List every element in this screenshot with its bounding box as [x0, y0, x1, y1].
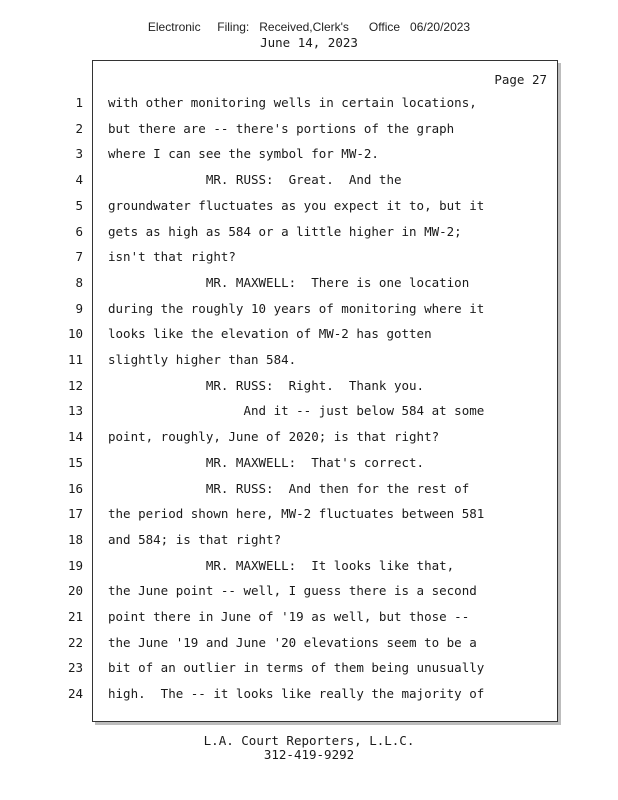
line-number: 23 — [67, 660, 83, 676]
line-text: during the roughly 10 years of monitoring where it — [108, 300, 485, 316]
line-text: MR. MAXWELL: There is one location — [108, 274, 470, 290]
line-number: 4 — [75, 172, 83, 188]
line-number: 11 — [67, 352, 83, 367]
line-number: 20 — [67, 583, 83, 599]
line-number: 1 — [75, 95, 83, 110]
line-number: 10 — [67, 326, 83, 342]
line-text: looks like the elevation of MW-2 has gotten — [108, 326, 432, 342]
transcript-line — [0, 347, 618, 372]
line-text: MR. MAXWELL: That's correct. — [108, 454, 425, 470]
line-number: 3 — [75, 146, 83, 162]
transcript-date: June 14, 2023 — [260, 35, 358, 50]
line-number: 16 — [67, 480, 83, 496]
transcript-line — [0, 476, 618, 501]
line-number: 7 — [75, 249, 83, 265]
line-number: 15 — [67, 454, 83, 470]
line-text: MR. RUSS: Right. Thank you. — [108, 377, 425, 393]
line-number: 9 — [75, 300, 83, 316]
line-text: MR. RUSS: Great. And the — [108, 172, 402, 188]
transcript-line — [0, 681, 618, 706]
transcript-line — [0, 424, 618, 449]
line-text: where I can see the symbol for MW-2. — [108, 146, 379, 162]
line-number: 5 — [75, 197, 83, 213]
line-number: 21 — [67, 609, 83, 624]
line-text: the June point -- well, I guess there is a second — [108, 583, 477, 599]
line-text: the period shown here, MW-2 fluctuates between 581 — [108, 506, 485, 522]
line-number: 6 — [75, 223, 83, 239]
line-text: and 584; is that right? — [108, 531, 282, 547]
page-number: Page 27 — [494, 72, 547, 87]
transcript-line — [0, 501, 618, 526]
line-text: high. The -- it looks like really the majority of — [108, 686, 485, 702]
footer-phone: 312-419-9292 — [263, 747, 355, 762]
footer-company: L.A. Court Reporters, L.L.C. — [203, 733, 415, 748]
line-number: 2 — [75, 120, 83, 136]
line-text: point, roughly, June of 2020; is that right? — [108, 429, 440, 445]
line-number: 12 — [67, 377, 83, 393]
transcript-line — [0, 167, 618, 192]
line-text: MR. MAXWELL: It looks like that, — [108, 557, 455, 573]
line-number: 14 — [67, 429, 83, 445]
line-text: gets as high as 584 or a little higher in MW-2; — [108, 223, 462, 239]
transcript-line — [0, 270, 618, 295]
transcript-line — [0, 373, 618, 398]
transcript-line — [0, 193, 618, 218]
transcript-line — [0, 141, 618, 166]
line-text: MR. RUSS: And then for the rest of — [108, 480, 470, 496]
line-text: bit of an outlier in terms of them being unusually — [108, 660, 485, 676]
transcript-line — [0, 90, 618, 115]
transcript-line — [0, 244, 618, 269]
line-number: 17 — [67, 506, 83, 522]
line-number: 19 — [67, 557, 83, 573]
line-text: but there are -- there's portions of the graph — [108, 120, 455, 136]
line-number: 18 — [67, 531, 83, 547]
transcript-line — [0, 604, 618, 629]
line-text: point there in June of '19 as well, but those -- — [108, 609, 470, 624]
transcript-line — [0, 450, 618, 475]
line-text: with other monitoring wells in certain locations, — [108, 95, 477, 110]
line-text: the June '19 and June '20 elevations seem to be a — [108, 634, 477, 650]
line-text: groundwater fluctuates as you expect it to, but it — [108, 197, 485, 213]
transcript-line — [0, 630, 618, 655]
transcript-line — [0, 655, 618, 680]
line-number: 24 — [67, 686, 83, 702]
line-text: isn't that right? — [108, 249, 236, 265]
line-number: 13 — [67, 403, 83, 419]
transcript-line — [0, 116, 618, 141]
transcript-line — [0, 527, 618, 552]
line-number: 22 — [67, 634, 83, 650]
transcript-line — [0, 219, 618, 244]
electronic-filing-stamp: Electronic Filing: Received,Clerk's Office 06/20/2023 — [147, 20, 471, 34]
transcript-line — [0, 398, 618, 423]
transcript-line — [0, 553, 618, 578]
line-text: slightly higher than 584. — [108, 352, 297, 367]
transcript-line — [0, 578, 618, 603]
transcript-line — [0, 321, 618, 346]
line-number: 8 — [75, 274, 83, 290]
transcript-line — [0, 296, 618, 321]
line-text: And it -- just below 584 at some — [108, 403, 485, 419]
